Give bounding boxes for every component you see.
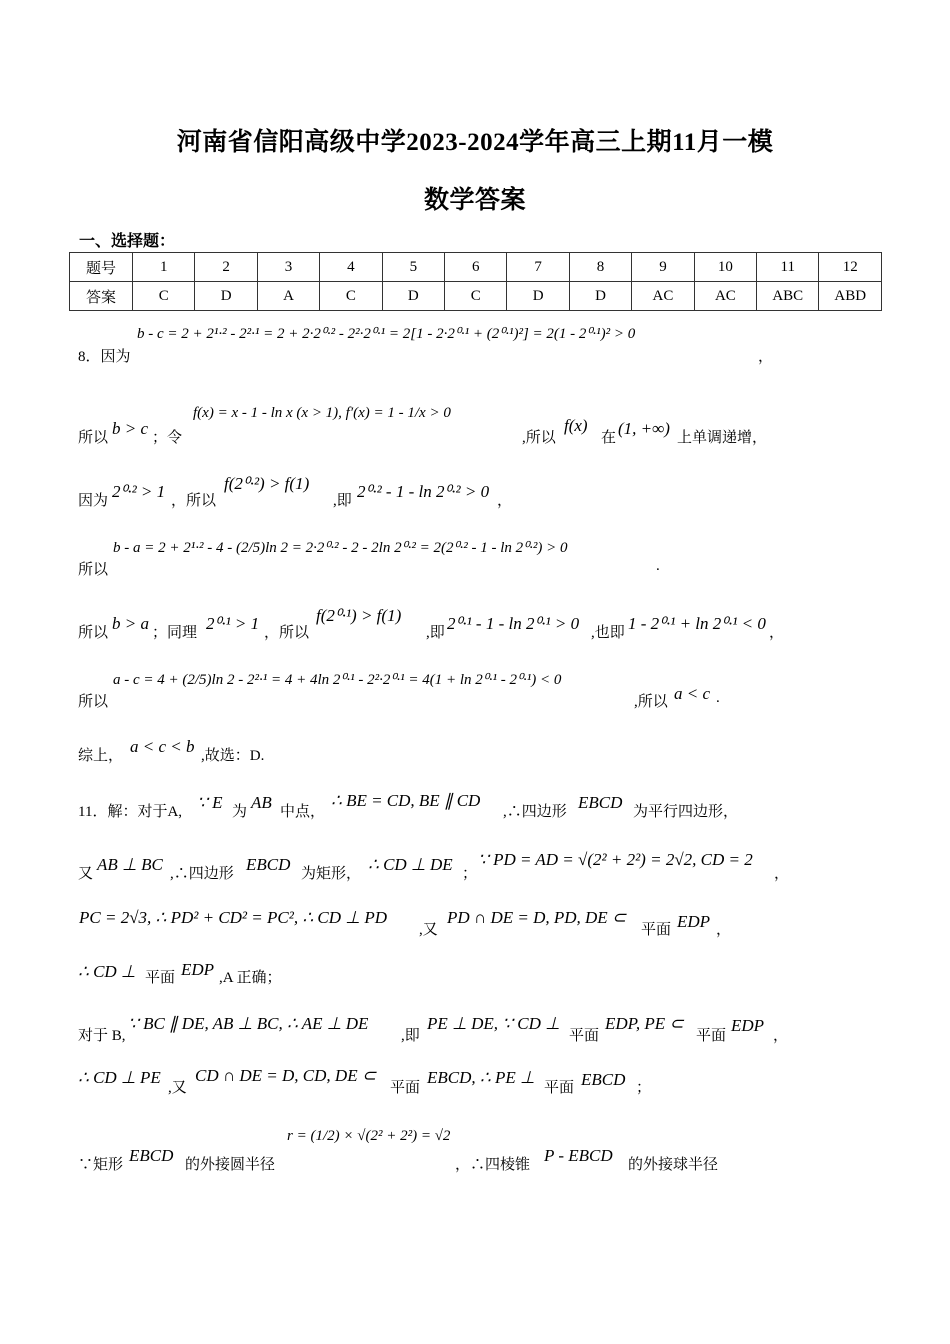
text: ,A 正确； (219, 970, 282, 986)
text: 平面 (390, 1080, 421, 1096)
formula: 2⁰·¹ > 1 (206, 614, 260, 633)
document-title: 河南省信阳高级中学2023-2024学年高三上期11月一模 (176, 129, 774, 156)
table-cell: 3 (257, 253, 319, 282)
text: 上单调递增， (677, 430, 768, 446)
answer-table (69, 252, 882, 311)
table-cell: 11 (757, 253, 819, 282)
text: 所以 (78, 562, 109, 578)
text: ,所以 (634, 694, 668, 710)
formula-b-minus-a: b - a = 2 + 2¹·² - 4 - (2/5)ln 2 = 2·2⁰·² - 2 - 2ln 2⁰·² = 2(2⁰·² - 1 - ln 2⁰·²) > 0 (113, 540, 568, 556)
table-cell: D (569, 282, 631, 311)
text: 所以 (78, 430, 109, 446)
table-cell: 1 (133, 253, 195, 282)
formula-pd-ad: ∵ PD = AD = √(2² + 2²) = 2√2, CD = 2 (478, 850, 753, 869)
text: ， (769, 625, 785, 641)
text: ,也即 (591, 625, 625, 641)
table-row-answers (70, 282, 882, 311)
text: 所以 (78, 625, 109, 641)
formula: EBCD (246, 855, 291, 874)
table-cell: AC (632, 282, 694, 311)
text: ；令 (152, 430, 183, 446)
text: ， (716, 922, 732, 938)
formula: f(x) (564, 416, 588, 435)
table-cell: C (320, 282, 382, 311)
text: 平面 (696, 1028, 727, 1044)
table-cell: AC (694, 282, 756, 311)
text: 为矩形， (301, 866, 362, 882)
formula: EBCD, ∴ PE ⊥ (427, 1068, 535, 1087)
text: ,所以 (522, 430, 556, 446)
formula: b > a (112, 614, 149, 633)
text: ， (773, 1028, 789, 1044)
text: ， (497, 493, 513, 509)
table-cell: A (257, 282, 319, 311)
text: 平面 (145, 970, 176, 986)
text: 在 (601, 430, 617, 446)
table-cell: 4 (320, 253, 382, 282)
table-header-cell: 题号 (70, 253, 133, 282)
formula: EBCD (581, 1070, 626, 1089)
table-cell: C (445, 282, 507, 311)
formula: ∴ BE = CD, BE ∥ CD (331, 791, 481, 810)
table-cell: D (382, 282, 444, 311)
text: 又 (78, 866, 94, 882)
formula-a-minus-c: a - c = 4 + (2/5)ln 2 - 2²·¹ = 4 + 4ln 2⁰·¹ - 2²·2⁰·¹ = 4(1 + ln 2⁰·¹ - 2⁰·¹) < 0 (113, 672, 562, 688)
text: 综上， (78, 748, 124, 764)
text: ,又 (168, 1080, 187, 1096)
formula: ∴ CD ⊥ DE (368, 855, 453, 874)
formula: PD ∩ DE = D, PD, DE ⊂ (447, 908, 627, 927)
text: 对于 B, (78, 1028, 126, 1044)
text: ,即 (426, 625, 445, 641)
formula: EDP (181, 960, 215, 979)
text: ,故选：D. (201, 748, 265, 764)
punct: ， (758, 349, 774, 365)
text: ，所以 (264, 625, 310, 641)
formula-radius: r = (1/2) × √(2² + 2²) = √2 (287, 1128, 451, 1144)
formula: f(2⁰·¹) > f(1) (316, 606, 402, 625)
q8-intro: 8．因为 (78, 349, 131, 365)
text: ，∴四棱锥 (455, 1157, 531, 1173)
formula: EBCD (129, 1146, 174, 1165)
formula: AB ⊥ BC (97, 855, 163, 874)
formula: AB (251, 793, 272, 812)
table-header-cell: 答案 (70, 282, 133, 311)
text: 为平行四边形， (633, 804, 739, 820)
text: 平面 (544, 1080, 575, 1096)
table-cell: ABC (757, 282, 819, 311)
formula: EDP (677, 912, 711, 931)
formula: ∵ E (197, 793, 223, 812)
formula: CD ∩ DE = D, CD, DE ⊂ (195, 1066, 377, 1085)
text: ∵矩形 (78, 1157, 124, 1173)
formula: 2⁰·² - 1 - ln 2⁰·² > 0 (357, 482, 490, 501)
text: 因为 (78, 493, 109, 509)
text: ， (774, 866, 790, 882)
table-cell: D (507, 282, 569, 311)
text: ,即 (333, 493, 352, 509)
text: . (716, 690, 720, 706)
formula-pc: PC = 2√3, ∴ PD² + CD² = PC², ∴ CD ⊥ PD (79, 908, 387, 927)
formula: EBCD (578, 793, 623, 812)
formula: b > c (112, 419, 149, 438)
text: 的外接圆半径 (185, 1157, 276, 1173)
formula: 2⁰·² > 1 (112, 482, 166, 501)
formula: a < c < b (130, 737, 195, 756)
text: ；同理 (152, 625, 198, 641)
formula: 1 - 2⁰·¹ + ln 2⁰·¹ < 0 (628, 614, 766, 633)
formula: 2⁰·¹ - 1 - ln 2⁰·¹ > 0 (447, 614, 580, 633)
table-cell: C (133, 282, 195, 311)
table-cell: 8 (569, 253, 631, 282)
formula: ∵ BC ∥ DE, AB ⊥ BC, ∴ AE ⊥ DE (128, 1014, 369, 1033)
table-cell: 6 (445, 253, 507, 282)
text: 的外接球半径 (628, 1157, 719, 1173)
text: 所以 (78, 694, 109, 710)
text: ,∴四边形 (503, 804, 567, 820)
text: 平面 (569, 1028, 600, 1044)
text: ； (636, 1080, 652, 1096)
table-cell: D (195, 282, 257, 311)
formula: (1, +∞) (618, 419, 670, 438)
formula-define-f: f(x) = x - 1 - ln x (x > 1), f′(x) = 1 - 1/x > 0 (193, 405, 451, 421)
formula: EDP, PE ⊂ (605, 1014, 684, 1033)
formula: P - EBCD (544, 1146, 613, 1165)
formula: ∴ CD ⊥ PE (78, 1068, 161, 1087)
table-cell: ABD (819, 282, 882, 311)
text: ，所以 (171, 493, 217, 509)
table-cell: 10 (694, 253, 756, 282)
document-subtitle: 数学答案 (423, 187, 526, 214)
formula: ∴ CD ⊥ (78, 962, 136, 981)
text: ,即 (401, 1028, 420, 1044)
text: . (656, 558, 660, 574)
table-cell: 5 (382, 253, 444, 282)
text: 中点， (280, 804, 326, 820)
formula: a < c (674, 684, 711, 703)
table-row-numbers (70, 253, 882, 282)
text: ,∴四边形 (170, 866, 234, 882)
text: 为 (232, 804, 248, 820)
table-cell: 7 (507, 253, 569, 282)
text: ,又 (419, 922, 438, 938)
table-cell: 12 (819, 253, 882, 282)
section-heading-choice: 一、选择题： (79, 233, 176, 250)
table-cell: 9 (632, 253, 694, 282)
text: 平面 (641, 922, 672, 938)
formula: PE ⊥ DE, ∵ CD ⊥ (427, 1014, 560, 1033)
table-cell: 2 (195, 253, 257, 282)
text: 11．解：对于A, (78, 804, 183, 820)
text: ； (462, 866, 478, 882)
formula: EDP (731, 1016, 765, 1035)
q8-formula-b-minus-c: b - c = 2 + 2¹·² - 2²·¹ = 2 + 2·2⁰·² - 2²·2⁰·¹ = 2[1 - 2·2⁰·¹ + (2⁰·¹)²] = 2(1 - 2⁰·¹)² > 0 (137, 326, 636, 342)
formula: f(2⁰·²) > f(1) (224, 474, 310, 493)
